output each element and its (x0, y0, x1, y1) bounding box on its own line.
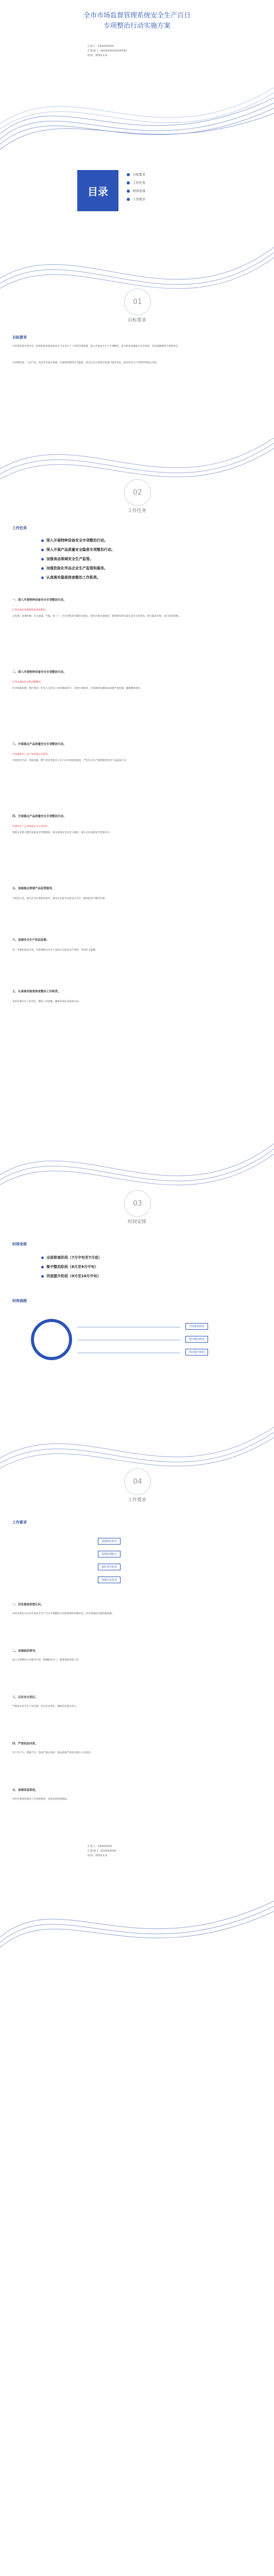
toc-item-3[interactable]: 时间安排 (133, 190, 146, 193)
toc-item-4[interactable]: 工作要求 (133, 198, 146, 201)
schedule-point-3: 巩固提升阶段（9月至10月中旬） (46, 1274, 101, 1278)
schedule-point-1: 全面排查阶段（7月中旬至7月底） (46, 1256, 102, 1260)
req-flow-step-2: 加强协调配合 (98, 1551, 121, 1557)
footer-info-3: 时间：20XX.X.X (88, 1854, 108, 1857)
req-item-2-body: 成立专项整治行动领导小组，明确职责分工，统筹推进各项工作。 (12, 1659, 81, 1662)
header-wave-graphic (0, 62, 274, 160)
header-info-3: 时间：20XX.X.X (88, 54, 108, 57)
task-point-1: 深入开展特种设备安全专项整治行动。 (46, 538, 108, 543)
req-item-4-title: 四、严肃执法问责。 (12, 1742, 38, 1745)
task-point-5: 认真落实隐患排查整治工作职责。 (46, 575, 100, 580)
task-sub-4-lead: 4.强化生产企业质量安全主体责任。 (12, 825, 50, 828)
req-flow-step-4: 加强信息报送 (98, 1577, 121, 1583)
requirements-heading: 工作要求 (12, 1520, 27, 1524)
schedule-flow-heading: 时间流程 (12, 1299, 27, 1303)
task-point-2: 深入开展产品质量安全隐患专项整治行动。 (46, 548, 115, 552)
section-03-label: 时间安排 (127, 1219, 146, 1225)
section-02-label: 工作任务 (127, 509, 146, 514)
tasks-heading: 工作任务 (12, 526, 27, 530)
schedule-heading: 时间安排 (12, 1242, 27, 1246)
task-extra-3-body: 各单位要压实工作责任，细化工作措施，确保各项任务落到实处。 (12, 1001, 81, 1003)
req-item-1-title: 一、切实提高思想认识。 (12, 1603, 44, 1606)
schedule-step-1: 全面排查阶段 (185, 1323, 208, 1330)
schedule-ring-graphic (31, 1319, 72, 1360)
req-item-5-body: 各单位要按时报送工作进展情况，及时总结经验做法。 (12, 1798, 70, 1801)
footer-info-2: 汇报部门：XXXXXXXXX (88, 1850, 116, 1853)
schedule-flow-line (77, 1327, 180, 1328)
req-item-1-body: 各单位要充分认识开展安全生产百日专项整治行动的重要性和紧迫性，切实增强责任感和使命感。 (12, 1613, 114, 1615)
task-sub-2-lead: 2.突出薄弱环节抓问题整改。 (12, 681, 43, 684)
req-flow-step-1: 加强组织领导 (98, 1538, 121, 1545)
footer-info-1: 汇报人：XXXXXXXX (88, 1845, 112, 1848)
task-point-3: 加强食品领域安全生产监管。 (46, 557, 93, 561)
toc-bullet-icon (127, 181, 130, 184)
task-extra-1-body: 对重点行业、重点企业开展帮扶指导，推动企业提升本质安全水平，做到监管与服务并重。 (12, 897, 107, 900)
task-sub-3-title: 三、开展重点产品质量安全专项整治行动。 (12, 743, 66, 746)
goal-heading: 目标要求 (12, 335, 27, 340)
req-item-4-body: 对工作不力、措施不实、造成严重后果的，依法依规严肃追究相关人员责任。 (12, 1752, 93, 1754)
footer-wave-graphic (0, 1865, 274, 1963)
task-point-4: 加强危险化学品企业生产监管和服务。 (46, 566, 108, 570)
toc-title-block: 目录 (77, 170, 118, 211)
task-sub-2-title: 二、深入开展特种设备安全专项整治行动。 (12, 671, 66, 674)
section-04-number: 04 (124, 1468, 151, 1495)
toc-item-2[interactable]: 工作任务 (133, 181, 146, 185)
task-extra-2-body: 进一步强化执法力度，对发现的安全生产违法行为依法从严查处，形成有力震慑。 (12, 949, 98, 952)
req-item-5-title: 五、加强信息报送。 (12, 1789, 38, 1792)
toc-bullet-icon (127, 173, 130, 176)
toc-item-1[interactable]: 目标要求 (133, 173, 146, 177)
section-01-number: 01 (124, 289, 151, 315)
page-subtitle: 专项整治行动实施方案 (103, 22, 170, 30)
task-sub-1-title: 一、深入开展特种设备安全专项整治行动。 (12, 599, 66, 602)
schedule-step-2: 集中整治阶段 (185, 1336, 208, 1343)
req-flow-step-3: 强化督导检查 (98, 1564, 121, 1570)
task-sub-4-body: 督促企业建立健全质量安全管理制度，落实质量安全负责人制度，提升企业质量安全管理水平。 (12, 832, 112, 834)
section-04-label: 工作要求 (127, 1498, 146, 1503)
task-sub-2-body: 针对检验检测、维护保养、作业人员持证上岗等薄弱环节，开展专项检查，对发现的问题依法依规严肃处理，确保整改到位。 (12, 687, 143, 690)
schedule-flow-line (77, 1352, 180, 1353)
toc-bullet-icon (127, 190, 130, 193)
req-item-3-body: 严格落实安全生产责任制，层层压实责任，确保责任落实到人。 (12, 1705, 79, 1708)
section-02-number: 02 (124, 479, 151, 506)
task-sub-1-lead: 1.突出重点领域抓隐患排查整治。 (12, 609, 48, 612)
header-info-2: 汇报部门：XXXXXXXXXXXXXXX (88, 49, 127, 53)
header-info-1: 汇报人：XXXXXXXXX (88, 45, 114, 48)
schedule-point-2: 集中整治阶段（8月至9月中旬） (46, 1265, 98, 1269)
goal-paragraph-2: 以特种设备、工业产品、食品等为重点领域，全面排查整治安全隐患，落实企业主体责任和部门监管责任，推动安全生产形势持续稳定向好。 (12, 362, 159, 364)
task-extra-1-title: 五、加强重点领域产品监管服务。 (12, 887, 55, 890)
goal-paragraph-1: 认真贯彻落实党中央、国务院和省委省政府关于安全生产工作的决策部署，深入开展安全生产专项整治，着力防范化解重大安全风险，坚决遏制重特大事故发生。 (12, 345, 181, 348)
task-sub-1-body: 以电梯、起重机械、压力容器、气瓶、场（厂）内专用机动车辆等为重点，组织开展全面排查，督促使用单位落实安全主体责任，建立隐患台账，实行闭环管理。 (12, 615, 181, 618)
task-sub-4-title: 四、开展重点产品质量安全专项整治行动。 (12, 815, 66, 818)
task-sub-3-body: 对危险化学品、电线电缆、燃气用具等重点工业产品开展监督抽查，严厉打击生产销售假冒伪劣产品违法行为。 (12, 759, 129, 762)
req-item-2-title: 二、加强组织领导。 (12, 1650, 38, 1653)
task-extra-3-title: 七、认真落实隐患排查整治工作职责。 (12, 990, 61, 993)
schedule-flow-line (77, 1340, 180, 1341)
schedule-step-3: 巩固提升阶段 (185, 1349, 208, 1355)
task-extra-2-title: 六、加强安全生产执法监督。 (12, 939, 49, 942)
section-01-label: 目标要求 (127, 318, 146, 323)
toc-bullet-icon (127, 198, 130, 201)
page-title: 全市市场监督管理系统安全生产百日 (83, 12, 191, 20)
task-sub-3-lead: 3.加强重点工业产品质量安全监管。 (12, 753, 50, 756)
section-03-number: 03 (124, 1190, 151, 1217)
req-item-3-title: 三、压实安全责任。 (12, 1696, 38, 1699)
